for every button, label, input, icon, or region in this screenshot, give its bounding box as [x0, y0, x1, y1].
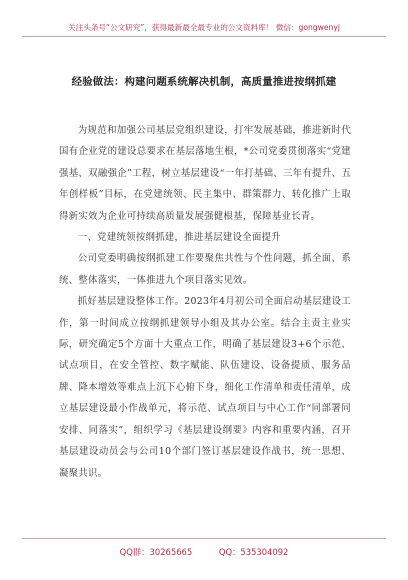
footer-divider — [22, 538, 386, 539]
page-footer — [0, 546, 408, 558]
footer-qq-number: QQ：535304092 — [218, 547, 289, 557]
header-divider — [22, 36, 386, 37]
footer-qq-group: QQ群：30265665 — [119, 547, 193, 557]
section-heading-1: 一、党建统领按纲抓建，推进基层建设全面提升 — [77, 232, 281, 244]
paragraph-2: 公司党委明确按纲抓建工作要聚焦共性与个性问题，抓全面、系统、整体落实，一体推进九个项目落实见效。 — [59, 253, 351, 286]
document-body — [59, 120, 351, 484]
paragraph-3: 抓好基层建设整体工作。2023年4月初公司全面启动基层建设工作，第一时间成立按纲抓建领导小组及其办公室。结合主责主业实际，研究确定5个方面十大重点工作，明确了基层建设3+6个示范、试点项目，在安全管控、数字赋能、队伍建设、设备提质、服务品牌、降本增效等难点上沉下心俯下身，细化工作清单和责任清单，成立基层建设最小作战单元，将示范、试点项目与中心工作“同部署同安排、同落实”，组织学习《基层建设纲要》内容和重要内涵，召开基层建设动员会与公司10个部门签订基层建设作战书，统一思想、凝聚共识。 — [59, 296, 351, 479]
document-title: 经验做法：构建问题系统解决机制，高质量推进按纲抓建 — [71, 76, 337, 88]
page-header-banner: 关注头条号“公文研究”，获得最新最全最专业的公文资料库！ 微信：gongwenyj — [68, 23, 340, 32]
paragraph-intro: 为规范和加强公司基层党组织建设，打牢发展基础，推进新时代国有企业党的建设总要求在基层落地生根，*公司党委贯彻落实“党建强基、双融强企”工程，树立基层建设“一年打基础、三年有提升、五年创样板”目标，在党建统领、民主集中、群策群力、转化推广上取得新实效为企业可持续高质量发展强健根基，保障基业长青。 — [59, 125, 351, 222]
